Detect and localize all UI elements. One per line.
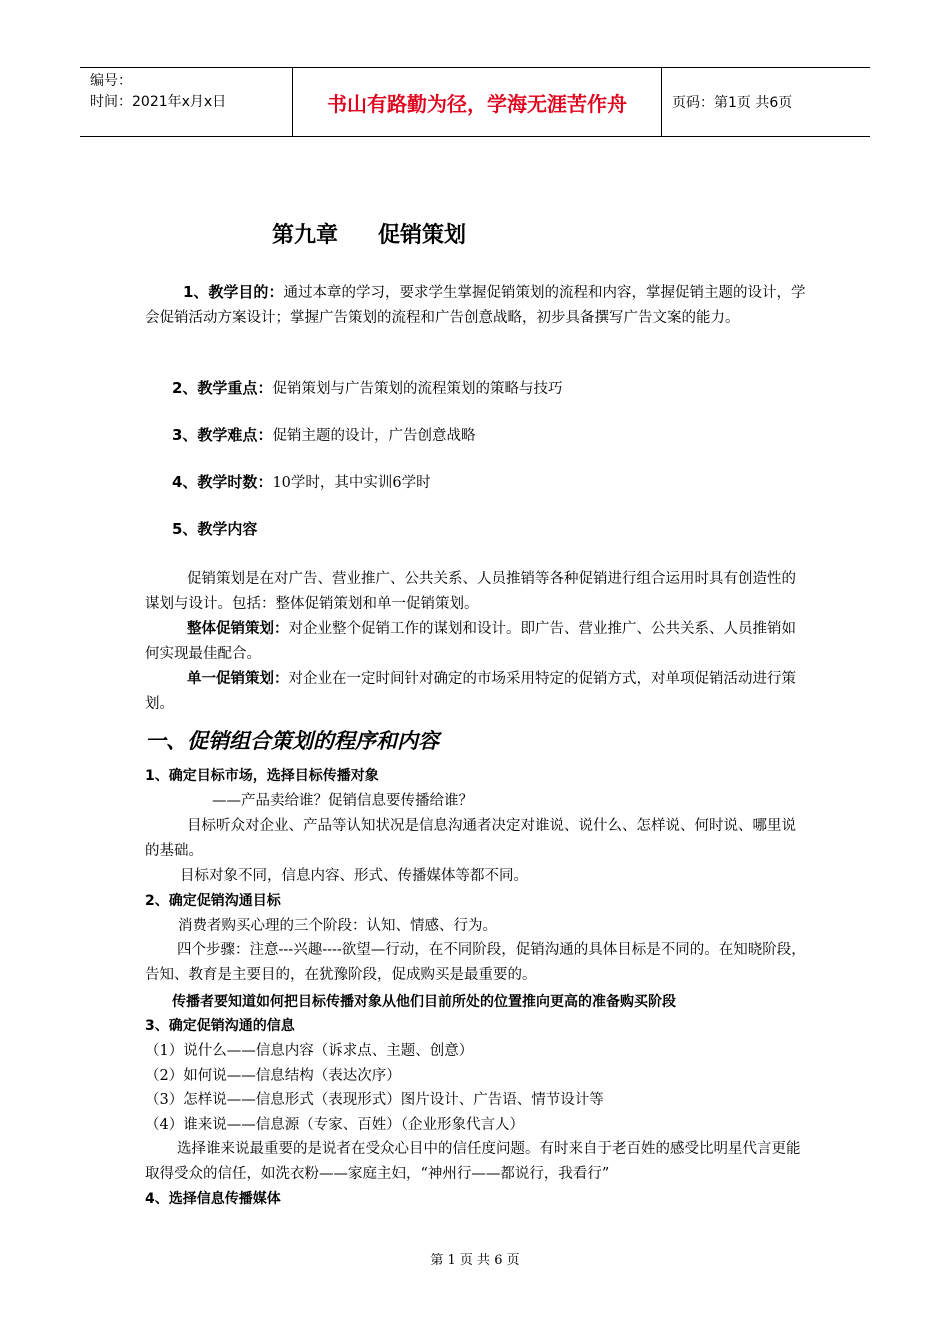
chapter-name: 促销策划 xyxy=(378,223,467,248)
header-page-info: 页码：第1页 共6页 xyxy=(672,95,793,111)
chapter-title xyxy=(272,218,466,249)
list-item: （2）如何说——信息结构（表达次序） xyxy=(145,1068,401,1084)
subsection-4-title: 4、选择信息传播媒体 xyxy=(145,1191,281,1207)
objective-3: 3、教学难点：促销主题的设计，广告创意战略 xyxy=(172,426,476,444)
subsection-2-title: 2、确定促销沟通目标 xyxy=(145,893,281,909)
objective-5: 5、教学内容 xyxy=(172,520,258,538)
subsection-2-stages: 消费者购买心理的三个阶段：认知、情感、行为。 xyxy=(178,918,497,934)
objective-2: 2、教学重点：促销策划与广告策划的流程策划的策略与技巧 xyxy=(172,379,563,397)
intro-paragraph: 促销策划是在对广告、营业推广、公共关系、人员推销等各种促销进行组合运用时具有创造性的谋划与设计。包括：整体促销策划和单一促销策划。 xyxy=(145,571,796,612)
subsection-1-note: 目标对象不同，信息内容、形式、传播媒体等都不同。 xyxy=(180,868,528,884)
list-item: （1）说什么——信息内容（诉求点、主题、创意） xyxy=(145,1043,474,1059)
header-motto: 书山有路勤为径，学海无涯苦作舟 xyxy=(293,68,662,136)
list-item: （3）怎样说——信息形式（表现形式）图片设计、广告语、情节设计等 xyxy=(145,1092,604,1108)
subsection-1-paragraph: 目标听众对企业、产品等认知状况是信息沟通者决定对谁说、说什么、怎样说、何时说、哪里说的基础。 xyxy=(145,818,796,859)
page-footer: 第 1 页 共 6 页 xyxy=(430,1253,520,1268)
chapter-number: 第九章 xyxy=(272,223,339,248)
number-label: 编号： xyxy=(90,73,132,89)
intro-single-promotion: 单一促销策划：对企业在一定时间针对确定的市场采用特定的促销方式，对单项促销活动进行策划。 xyxy=(145,671,796,712)
objective-1 xyxy=(145,280,810,331)
subsection-3-paragraph: 选择谁来说最重要的是说者在受众心目中的信任度问题。有时来自于老百姓的感受比明星代言更能取得受众的信任，如洗衣粉——家庭主妇，“神州行——都说行，我看行” xyxy=(145,1141,801,1182)
subsection-1-subtitle: ——产品卖给谁？促销信息要传播给谁？ xyxy=(212,793,473,809)
intro-whole-promotion: 整体促销策划：对企业整个促销工作的谋划和设计。即广告、营业推广、公共关系、人员推销如何实现最佳配合。 xyxy=(145,621,796,662)
objective-text: 通过本章的学习，要求学生掌握促销策划的流程和内容，掌握促销主题的设计，学会促销活动方案设计；掌握广告策划的流程和广告创意战略，初步具备撰写广告文案的能力。 xyxy=(145,285,806,326)
list-item: （4）谁来说——信息源（专家、百姓）（企业形象代言人） xyxy=(145,1117,524,1133)
objective-label: 1、教学目的： xyxy=(183,283,284,301)
subsection-2-emphasis: 传播者要知道如何把目标传播对象从他们目前所处的位置推向更高的准备购买阶段 xyxy=(172,994,676,1010)
subsection-1-title: 1、确定目标市场，选择目标传播对象 xyxy=(145,768,379,784)
subsection-2-steps: 四个步骤：注意---兴趣----欲望—行动，在不同阶段，促销沟通的具体目标是不同的。在知晓阶段，告知、教育是主要目的，在犹豫阶段，促成购买是最重要的。 xyxy=(145,942,806,983)
subsection-3-title: 3、确定促销沟通的信息 xyxy=(145,1018,295,1034)
section-heading: 一、促销组合策划的程序和内容 xyxy=(145,729,439,753)
page-header xyxy=(80,67,870,137)
objective-4: 4、教学时数：10学时，其中实训6学时 xyxy=(172,473,431,491)
header-meta xyxy=(80,68,293,136)
date-label: 时间：2021年x月x日 xyxy=(90,94,227,110)
